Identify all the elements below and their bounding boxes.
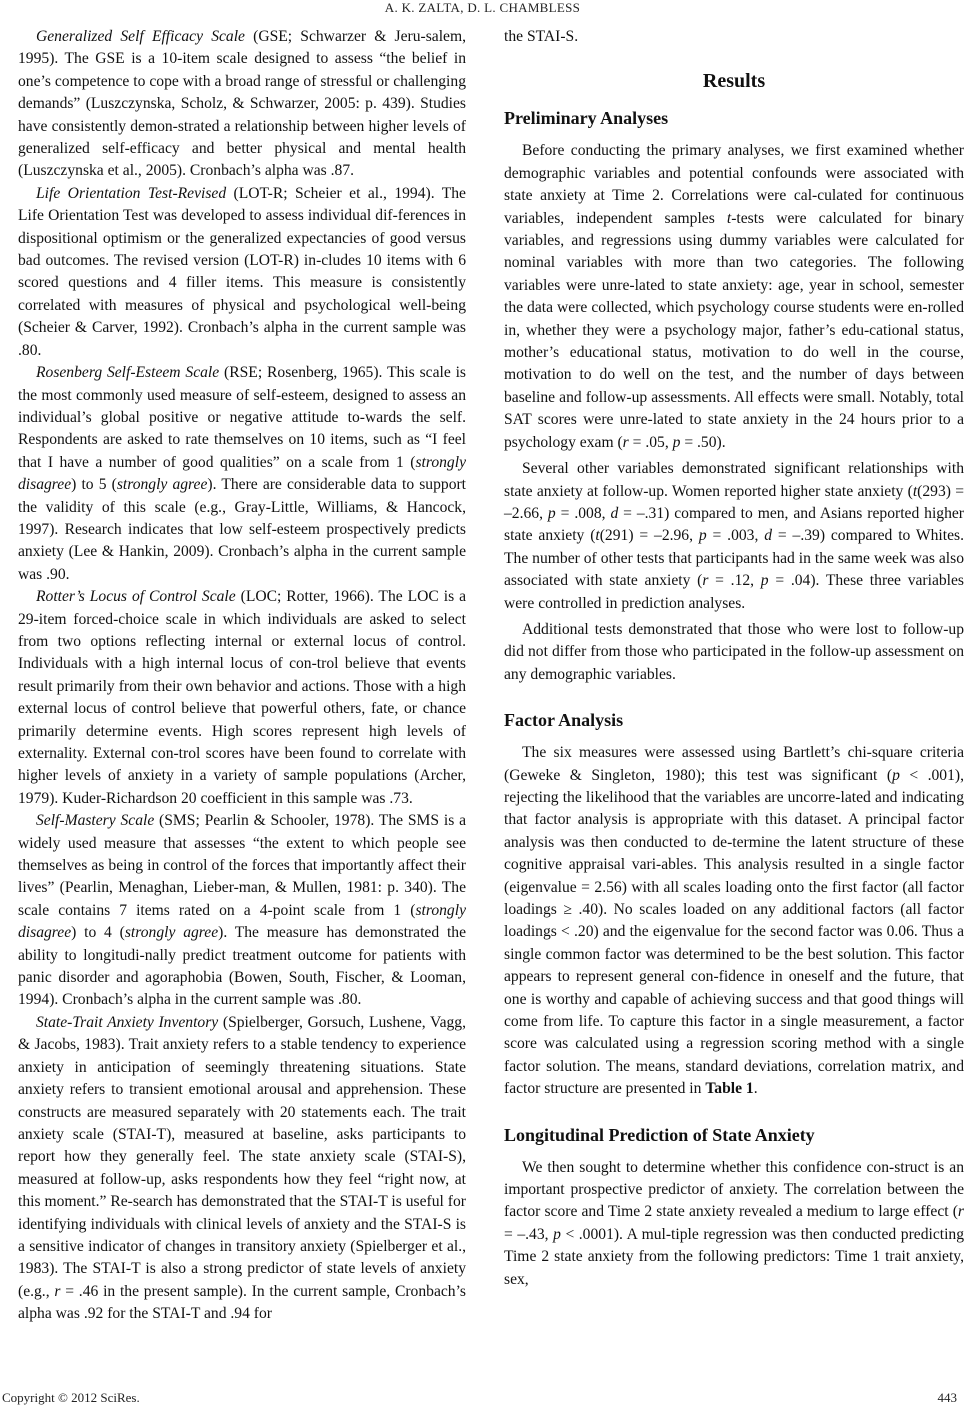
paragraph-text: Before conducting the primary analyses, we first examined whether demographic variables and potential confounds were associated with state anxiety at Time 2. Correlations were cal-culated for continuous variables, independent samples	[504, 142, 964, 227]
stat-symbol: t	[595, 527, 600, 545]
paragraph-stai	[18, 1012, 466, 1326]
stat-symbol: p	[760, 572, 769, 590]
paragraph-text: (RSE; Rosenberg, 1965). This scale is the most commonly used measure of self-esteem, designed to assess an individual’s global positive or negative attitude to-wards the self. Respondents are asked to rate themselves on 10 items, such as “I feel that I have a number of good qualities” on a scale from 1 (	[18, 364, 466, 471]
copyright-notice: Copyright © 2012 SciRes.	[2, 1390, 140, 1405]
scale-name: Generalized Self Efficacy Scale	[36, 28, 245, 45]
paragraph-factor-1	[504, 742, 964, 1101]
paragraph-text: = .50).	[680, 433, 726, 451]
paragraph-text: -tests were calculated for binary variables, and regressions using dummy variables were calculated for nominal variables with more than two categories. The following variables were unre-lated to state anxiety: age, year in school, semester the data were collected, which psychology course students were en-rolled in, whether they were a psychology major, father’s edu-cational status, mother’s educational status, motivation to do well in the course, motivation to do well on the test, and the number of days between baseline and follow-up assessments. All effects were small. Notably, total SAT scores were unre-lated to state anxiety in the 24 hours prior to a psychology exam (	[504, 209, 964, 451]
stat-symbol: r	[622, 433, 629, 451]
paragraph-text: = .12,	[708, 572, 761, 590]
paragraph-text: (LOC; Rotter, 1966). The LOC is a 29-item forced-choice scale in which individuals are asked to select from two options reflecting internal or external locus of control. Individuals with a high internal locus of con-trol believe that events result primarily from their own behavior and actions. Those with a high external locus of control believe that powerful others, fate, or chance primarily determine events. High scores represent high levels of externality. External con-trol scores have been found to correlate with higher levels of anxiety in a variety of sample populations (Archer, 1979). Kuder-Richardson 20 coefficient in this sample was .73.	[18, 588, 466, 807]
results-heading: Results	[702, 70, 766, 93]
stat-symbol: p	[698, 527, 707, 545]
stat-symbol: r	[54, 1282, 61, 1300]
right-column	[504, 26, 964, 1291]
paragraph-rse	[18, 362, 466, 586]
paragraph-text: (293) = –2.66,	[504, 482, 964, 522]
paragraph-preliminary-1	[504, 140, 964, 454]
paragraph-loc	[18, 586, 466, 810]
paragraph-text: (LOT-R; Scheier et al., 1994). The Life Orientation Test was developed to assess individual dif-ferences in dispositional optimism or the generalized expectancies of good versus bad outcomes. The revised version (LOT-R) in-cludes 10 items with 6 scored questions and 4 filler items. This measure is consistently correlated with measures of physical and psychological well-being (Scheier & Carver, 1992). Cronbach’s alpha in the current sample was .80.	[18, 184, 466, 359]
stat-symbol: p	[672, 433, 681, 451]
paragraph-text: .	[753, 1080, 758, 1098]
paragraph-gse	[18, 26, 466, 183]
scale-name: Rosenberg Self-Esteem Scale	[36, 364, 220, 382]
stat-symbol: p	[892, 766, 900, 784]
paragraph-text: = .05,	[628, 433, 673, 451]
running-head: A. K. ZALTA, D. L. CHAMBLESS	[384, 0, 581, 15]
paragraph-text: = –.43,	[504, 1225, 554, 1243]
stat-symbol: d	[610, 504, 619, 522]
paragraph-text: = –.39) compared to Whites. The number of other tests that participants had in the same week was also associated with state anxiety (	[504, 527, 964, 590]
anchor-label: strongly disagree	[18, 453, 466, 494]
paragraph-text: Several other variables demonstrated significant relationships with state anxiety at follow-up. Women reported higher state anxiety (	[504, 460, 964, 500]
paragraph-text: = –.31) compared to men, and Asians reported higher state anxiety (	[504, 504, 964, 545]
stat-symbol: t	[726, 209, 732, 227]
stat-symbol: p	[547, 504, 556, 522]
scale-name: Life Orientation Test-Revised	[36, 184, 227, 202]
paragraph-text: (GSE; Schwarzer & Jeru-salem, 1995). The GSE is a 10-item scale designed to assess “the belief in one’s competence to cope with a broad range of stressful or challenging demands” (Luszczynska, Scholz, & Schwarzer, 2005: p. 439). Studies have consistently demon-strated a relationship between higher levels of generalized self-efficacy and better physical and mental health (Luszczynska et al., 2005). Cronbach’s alpha was .87.	[18, 28, 467, 180]
table-reference: Table 1	[705, 1080, 754, 1098]
stat-symbol: t	[912, 482, 918, 500]
paragraph-text: = .46 in the present sample). In the current sample, Cronbach’s alpha was .92 for the STAI-T and .94 for	[18, 1282, 466, 1323]
paragraph-continuation: the STAI-S.	[504, 28, 579, 45]
longitudinal-heading: Longitudinal Prediction of State Anxiety	[504, 1124, 815, 1145]
scale-name: Rotter’s Locus of Control Scale	[36, 588, 236, 606]
left-column	[18, 26, 466, 1326]
stat-symbol: p	[553, 1225, 561, 1243]
stat-symbol: d	[764, 527, 773, 545]
paragraph-text: < .001), rejecting the likelihood that the variables are uncorre-lated and indicating that factor analysis is appropriate with this dataset. A principal factor analysis was then conducted to de-termine the latent structure of these cognitive appraisal vari-ables. This analysis resulted in a single factor (eigenvalue = 2.56) with all scales loading onto the first factor (all factor loadings ≥ .40). No scales loaded on any additional factors (all factor loadings < .20) and the eigenvalue for the second factor was 0.06. Thus a single common factor was determined to be the best solution. This factor appears to represent general con-fidence in oneself and the future, that one is worthy and capable of achieving success and that good things will come from life. To capture this factor in a single measurement, a factor score was calculated using a regression scoring method with a single factor solution. The means, standard deviations, correlation matrix, and factor structure are presented in	[504, 766, 964, 1098]
paragraph-preliminary-3: Additional tests demonstrated that those who were lost to follow-up did not differ from those who participated in the follow-up assessment on any demographic variables.	[504, 620, 964, 683]
page-number: 443	[937, 1390, 957, 1405]
anchor-label: strongly agree	[116, 476, 208, 494]
paragraph-text: ) to 5 (	[71, 476, 117, 494]
paragraph-longitudinal-1	[504, 1157, 964, 1291]
paragraph-text: < .0001). A mul-tiple regression was then conducted predicting Time 2 state anxiety from the following predictors: Time 1 trait anxiety, sex,	[504, 1225, 964, 1288]
paragraph-text: ) to 4 (	[71, 924, 125, 942]
scale-name: Self-Mastery Scale	[36, 812, 155, 830]
paragraph-text: (SMS; Pearlin & Schooler, 1978). The SMS is a widely used measure that assesses “the extent to which people see themselves as being in control of the forces that importantly affect their lives” (Pearlin, Menaghan, Lieber-man, & Mullen, 1981: p. 340). The scale contains 7 items rated on a 4-point scale from 1 (	[18, 812, 466, 919]
scale-name: State-Trait Anxiety Inventory	[36, 1013, 219, 1031]
paragraph-lotr	[18, 183, 466, 362]
anchor-label: strongly disagree	[18, 901, 466, 942]
paragraph-sms	[18, 810, 466, 1012]
paragraph-text: We then sought to determine whether this confidence con-struct is an important prospective predictor of anxiety. The correlation between the factor score and Time 2 state anxiety revealed a medium to large effect (	[504, 1158, 964, 1221]
paragraph-text: = .04). These three variables were controlled in prediction analyses.	[504, 572, 964, 612]
paragraph-preliminary-2	[504, 458, 964, 615]
paragraph-text: The six measures were assessed using Bartlett’s chi-square criteria (Geweke & Singleton, 1980); this test was significant (	[504, 744, 964, 784]
paragraph-text: (291) = –2.96,	[599, 527, 699, 545]
paragraph-text: (Spielberger, Gorsuch, Lushene, Vagg, & Jacobs, 1983). Trait anxiety refers to a stable tendency to experience anxiety in anticipation of seemingly threatening situations. State anxiety refers to transient emotional arousal and apprehension. These constructs are measured separately with 20 statements each. The trait anxiety scale (STAI-T), measured at baseline, asks participants to report how they generally feel. The state anxiety scale (STAI-S), measured at follow-up, asks respondents how they feel “right now, at this moment.” Re-search has demonstrated that the STAI-T is useful for identifying individuals with clinical levels of anxiety and the STAI-S is a sensitive indicator of changes in transitory anxiety (Spielberger et al., 1983). The STAI-T is also a strong predictor of state levels of anxiety (e.g.,	[18, 1013, 467, 1300]
factor-analysis-heading: Factor Analysis	[504, 710, 624, 731]
paragraph-text: = .008,	[555, 504, 611, 522]
paragraph-text: ). The measure has demonstrated the ability to longitudi-nally predict treatment outcome for patients with panic disorder and agoraphobia (Bowen, South, Fischer, & Looman, 1994). Cronbach’s alpha in the current sample was .80.	[18, 924, 466, 1009]
paragraph-text: ). There are considerable data to support the validity of this scale (e.g., Gray-Little, Williams, & Hancock, 1997). Research indicates that low self-esteem prospectively predicts anxiety (Lee & Hankin, 2009). Cronbach’s alpha in the current sample was .90.	[18, 476, 467, 583]
stat-symbol: r	[702, 572, 709, 590]
paragraph-text: = .003,	[706, 527, 765, 545]
stat-symbol: r	[957, 1203, 964, 1221]
preliminary-analyses-heading: Preliminary Analyses	[504, 108, 669, 129]
anchor-label: strongly agree	[124, 924, 219, 942]
